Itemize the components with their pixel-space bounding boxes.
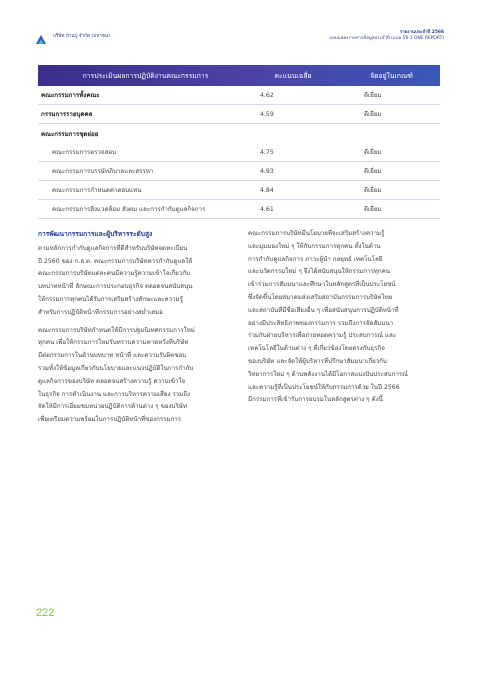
row-name: คณะกรรมการบรรษัทภิบาลและสรรหา (52, 168, 154, 175)
text-line: เทคโนโลยีในด้านต่าง ๆ ที่เกี่ยวข้องโดยตรงกับธุรกิจ (248, 345, 385, 353)
text-line: การกำกับดูแลกิจการ ภาวะผู้นำ กลยุทธ์ เทคโนโลยี (248, 255, 383, 263)
row-rating: ดีเยี่ยม (364, 206, 382, 213)
paragraph (38, 325, 232, 427)
report-header (329, 30, 444, 43)
text-line: เข้าร่วมการสัมมนาและศึกษาในหลักสูตรที่เป็นประโยชน์ (248, 281, 396, 289)
header-evaluation: การประเมินผลการปฏิบัติงานคณะกรรมการ (82, 72, 209, 80)
paragraph (38, 243, 232, 320)
text-line: คณะกรรมการบริษัทแต่ละคนมีความรู้ความเข้าใจเกี่ยวกับ (38, 270, 190, 278)
text-line: เพื่อเตรียมความพร้อมในการปฏิบัติหน้าที่ของกรรมการ (38, 416, 182, 424)
row-rating: ดีเยี่ยม (364, 111, 382, 118)
left-column (38, 228, 232, 432)
row-score: 4.61 (260, 205, 274, 213)
text-line: อย่างมีประสิทธิภาพของกรรมการ รวมถึงการจัดสัมมนา (248, 319, 394, 327)
text-line: ร่วมกับฝ่ายบริหารเพื่อถ่ายทอดความรู้ ประสบการณ์ และ (248, 332, 397, 340)
row-name: คณะกรรมการกำหนดค่าตอบแทน (52, 187, 142, 194)
text-line: ในธุรกิจ การดำเนินงาน และการบริหารความเสี่ยง รวมถึง (38, 390, 191, 398)
row-name: คณะกรรมการชุดย่อย (41, 130, 99, 138)
row-rating: ดีเยี่ยม (364, 149, 382, 156)
text-line: ของบริษัท และจัดให้ผู้บริหารที่ปรึกษาสัมมนาเกี่ยวกับ (248, 357, 387, 365)
text-line: ปี 2560 ของ ก.ล.ต. คณะกรรมการบริษัทควรกำกับดูแลให้ (38, 257, 193, 265)
table-row (38, 200, 440, 219)
text-line: ให้กรรมการทุกคนได้รับการเสริมสร้างทักษะและความรู้ (38, 295, 183, 303)
text-line: รวมทั้งให้ข้อมูลเกี่ยวกับนโยบายและแนวปฏิบัติในการกำกับ (38, 364, 194, 372)
row-score: 4.84 (260, 186, 274, 194)
table-row (38, 86, 440, 105)
row-score: 4.62 (260, 91, 274, 99)
text-line: ดูแลกิจการของบริษัท ตลอดจนสร้างความรู้ ความเข้าใจ (38, 377, 186, 385)
row-name: คณะกรรมการสิ่งแวดล้อม สังคม และการกำกับดูแลกิจการ (52, 206, 206, 213)
paragraph (248, 228, 441, 407)
text-line: มีต่อกรรมการในด้านบทบาท หน้าที่ และความรับผิดชอบ (38, 352, 187, 360)
table-row (38, 162, 440, 181)
text-line: คณะกรรมการบริษัทกำหนดให้มีการปฐมนิเทศกรรมการใหม่ (38, 326, 195, 334)
text-line: และสถาบันที่มีชื่อเสียงอื่น ๆ เพื่อสนับสนุนการปฏิบัติหน้าที่ (248, 306, 399, 314)
table-header (38, 65, 440, 86)
text-line: ทุกคน เพื่อให้กรรมการใหม่รับทราบความคาดหวังที่บริษัท (38, 339, 189, 347)
row-score: 4.93 (260, 167, 274, 175)
row-score: 4.75 (260, 148, 274, 156)
text-line: และความรู้ที่เป็นประโยชน์ให้กับกรรมการด้วย ในปี 2566 (248, 383, 400, 391)
row-name: กรรมการรายบุคคล (41, 111, 93, 118)
table-row (38, 143, 440, 162)
text-line: ตามหลักการกำกับดูแลกิจการที่ดีสำหรับบริษัทจดทะเบียน (38, 244, 188, 252)
text-line: ซึ่งจัดขึ้นโดยสมาคมส่งเสริมสถาบันกรรมการบริษัทไทย (248, 293, 393, 301)
report-subtitle: แบบแสดงรายการข้อมูลประจำปี (แบบ 56-1 ONE REPORT) (329, 36, 444, 42)
right-column (248, 228, 441, 412)
row-rating: ดีเยี่ยม (364, 92, 382, 99)
text-line: จัดให้มีการเยี่ยมชมหน่วยปฏิบัติการด้านต่าง ๆ ของบริษัท (38, 403, 187, 411)
page-number: 222 (36, 607, 55, 619)
text-line: วิทยาการใหม่ ๆ ด้านพลังงานได้มีโอกาสแบ่งปันประสบการณ์ (248, 370, 408, 378)
row-name: คณะกรรมการตรวจสอบ (52, 149, 117, 156)
company-name: บริษัท บ้านปู จำกัด (มหาชน) (53, 34, 110, 39)
banpu-logo-icon (35, 31, 47, 43)
row-rating: ดีเยี่ยม (364, 187, 382, 194)
text-line: มีกรรมการที่เข้ารับการอบรมในหลักสูตรต่าง ๆ ดังนี้ (248, 396, 383, 404)
row-name: คณะกรรมการทั้งคณะ (41, 92, 100, 99)
row-score: 4.59 (260, 110, 274, 118)
text-line: และมุมมองใหม่ ๆ ให้กับกรรมการทุกคน ทั้งในด้าน (248, 242, 381, 250)
evaluation-table (38, 65, 440, 219)
report-title: รายงานประจำปี 2566 (399, 30, 444, 35)
text-line: และนวัตกรรมใหม่ ๆ จึงได้สนับสนุนให้กรรมการทุกคน (248, 268, 390, 276)
text-line: สำหรับการปฏิบัติหน้าที่กรรมการอย่างสม่ำเสมอ (38, 308, 163, 316)
text-line: คณะกรรมการบริษัทมีนโยบายที่จะเสริมสร้างความรู้ (248, 230, 385, 237)
header-average-score: คะแนนเฉลี่ย (274, 72, 312, 80)
table-row (38, 124, 440, 143)
row-rating: ดีเยี่ยม (364, 168, 382, 175)
table-row (38, 181, 440, 200)
header-rating: จัดอยู่ในเกณฑ์ (370, 72, 413, 80)
section-title: การพัฒนากรรมการและผู้บริหารระดับสูง (38, 230, 153, 238)
table-row (38, 105, 440, 124)
text-line: บทบาทหน้าที่ ลักษณะการประกอบธุรกิจ ตลอดจนสนับสนุน (38, 283, 193, 291)
